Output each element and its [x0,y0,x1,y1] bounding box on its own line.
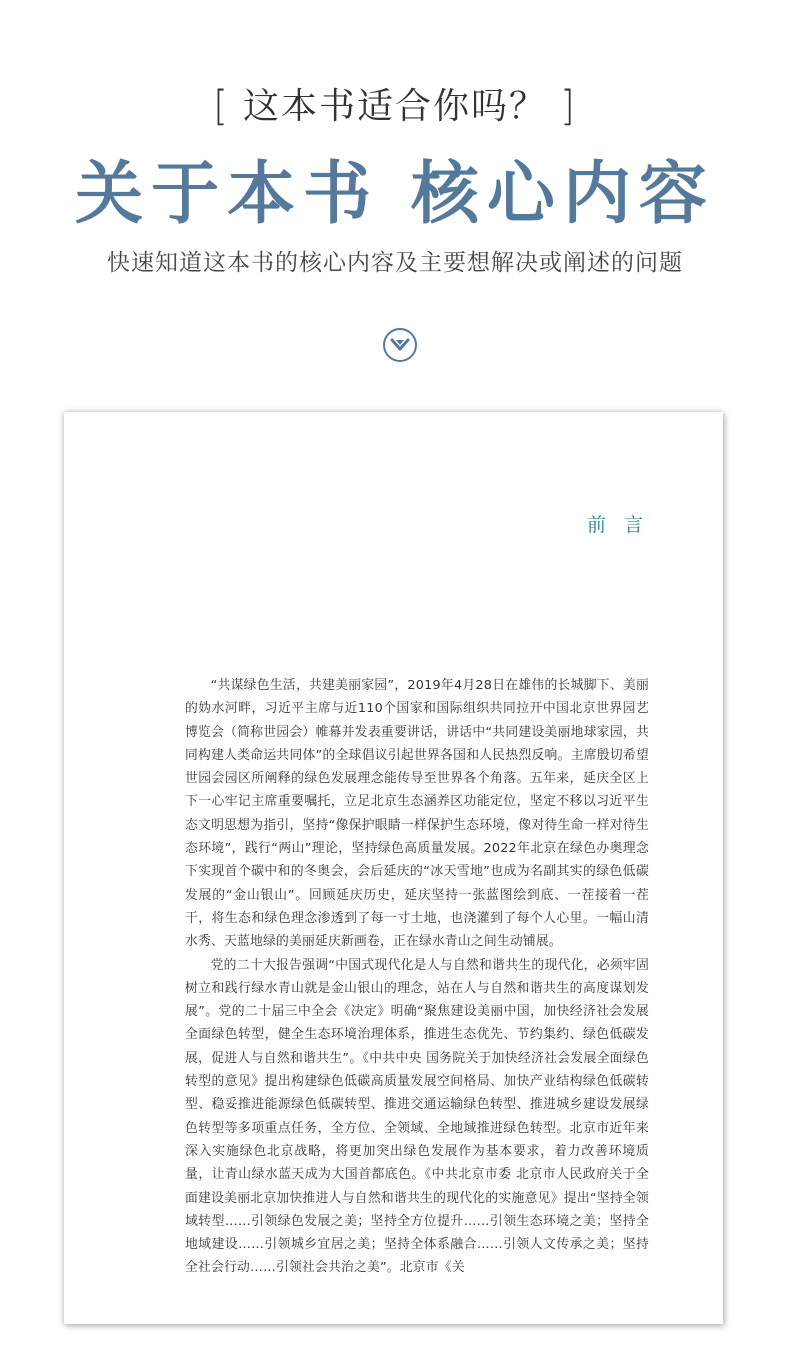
promo-header [0,0,790,400]
page-title: 关于本书 核心内容 [75,154,715,234]
paragraph: “共谋绿色生活，共建美丽家园”，2019年4月28日在雄伟的长城脚下、美丽的妫水河畔，习近平主席与近110个国家和国际组织共同拉开中国北京世界园艺博览会（简称世园会）帷幕并发表重要讲话，讲话中“共同建设美丽地球家园，共同构建人类命运共同体”的全球倡议引起世界各国和人民热烈反响。主席殷切希望世园会园区所阐释的绿色发展理念能传导至世界各个角落。五年来，延庆全区上下一心牢记主席重要嘱托，立足北京生态涵养区功能定位，坚定不移以习近平生态文明思想为指引，坚持“像保护眼睛一样保护生态环境，像对待生命一样对待生态环境”，践行“两山”理论，坚持绿色高质量发展。2022年北京在绿色办奥理念下实现首个碳中和的冬奥会，会后延庆的“冰天雪地”也成为名副其实的绿色低碳发展的“金山银山”。回顾延庆历史，延庆坚持一张蓝图绘到底、一茬接着一茬干，将生态和绿色理念渗透到了每一寸土地，也浇灌到了每个人心里。一幅山清水秀、天蓝地绿的美丽延庆新画卷，正在绿水青山之间生动铺展。 [185,678,649,950]
page-subtitle: 快速知道这本书的核心内容及主要想解决或阐述的问题 [107,250,683,276]
paragraph: 党的二十大报告强调“中国式现代化是人与自然和谐共生的现代化，必须牢固树立和践行绿水青山就是金山银山的理念，站在人与自然和谐共生的高度谋划发展”。党的二十届三中全会《决定》明确“聚焦建设美丽中国，加快经济社会发展全面绿色转型，健全生态环境治理体系，推进生态优先、节约集约、绿色低碳发展，促进人与自然和谐共生”。《中共中央 国务院关于加快经济社会发展全面绿色转型的意见》提出构建绿色低碳高质量发展空间格局、加快产业结构绿色低碳转型、稳妥推进能源绿色低碳转型、推进交通运输绿色转型、推进城乡建设发展绿色转型等多项重点任务，全方位、全领域、全地域推进绿色转型。北京市近年来深入实施绿色北京战略，将更加突出绿色发展作为基本要求，着力改善环境质量，让青山绿水蓝天成为大国首都底色。《中共北京市委 北京市人民政府关于全面建设美丽北京加快推进人与自然和谐共生的现代化的实施意见》提出“坚持全领域转型……引领绿色发展之美；坚持全方位提升……引领生态环境之美；坚持全地域建设……引领城乡宜居之美；坚持全体系融合……引领人文传承之美；坚持全社会行动……引领社会共治之美”。北京市《关 [185,957,649,1276]
preface-heading: 前 言 [586,514,649,536]
kicker-text: 这本书适合你吗？ [242,86,547,127]
kicker-question [0,78,790,129]
chevron-down-icon [390,337,410,353]
book-page-preview [64,412,723,1324]
preface-body [185,674,649,1280]
chevron-down-circle-icon[interactable] [383,328,417,362]
right-bracket: ] [560,82,577,131]
left-bracket: [ [213,82,230,131]
